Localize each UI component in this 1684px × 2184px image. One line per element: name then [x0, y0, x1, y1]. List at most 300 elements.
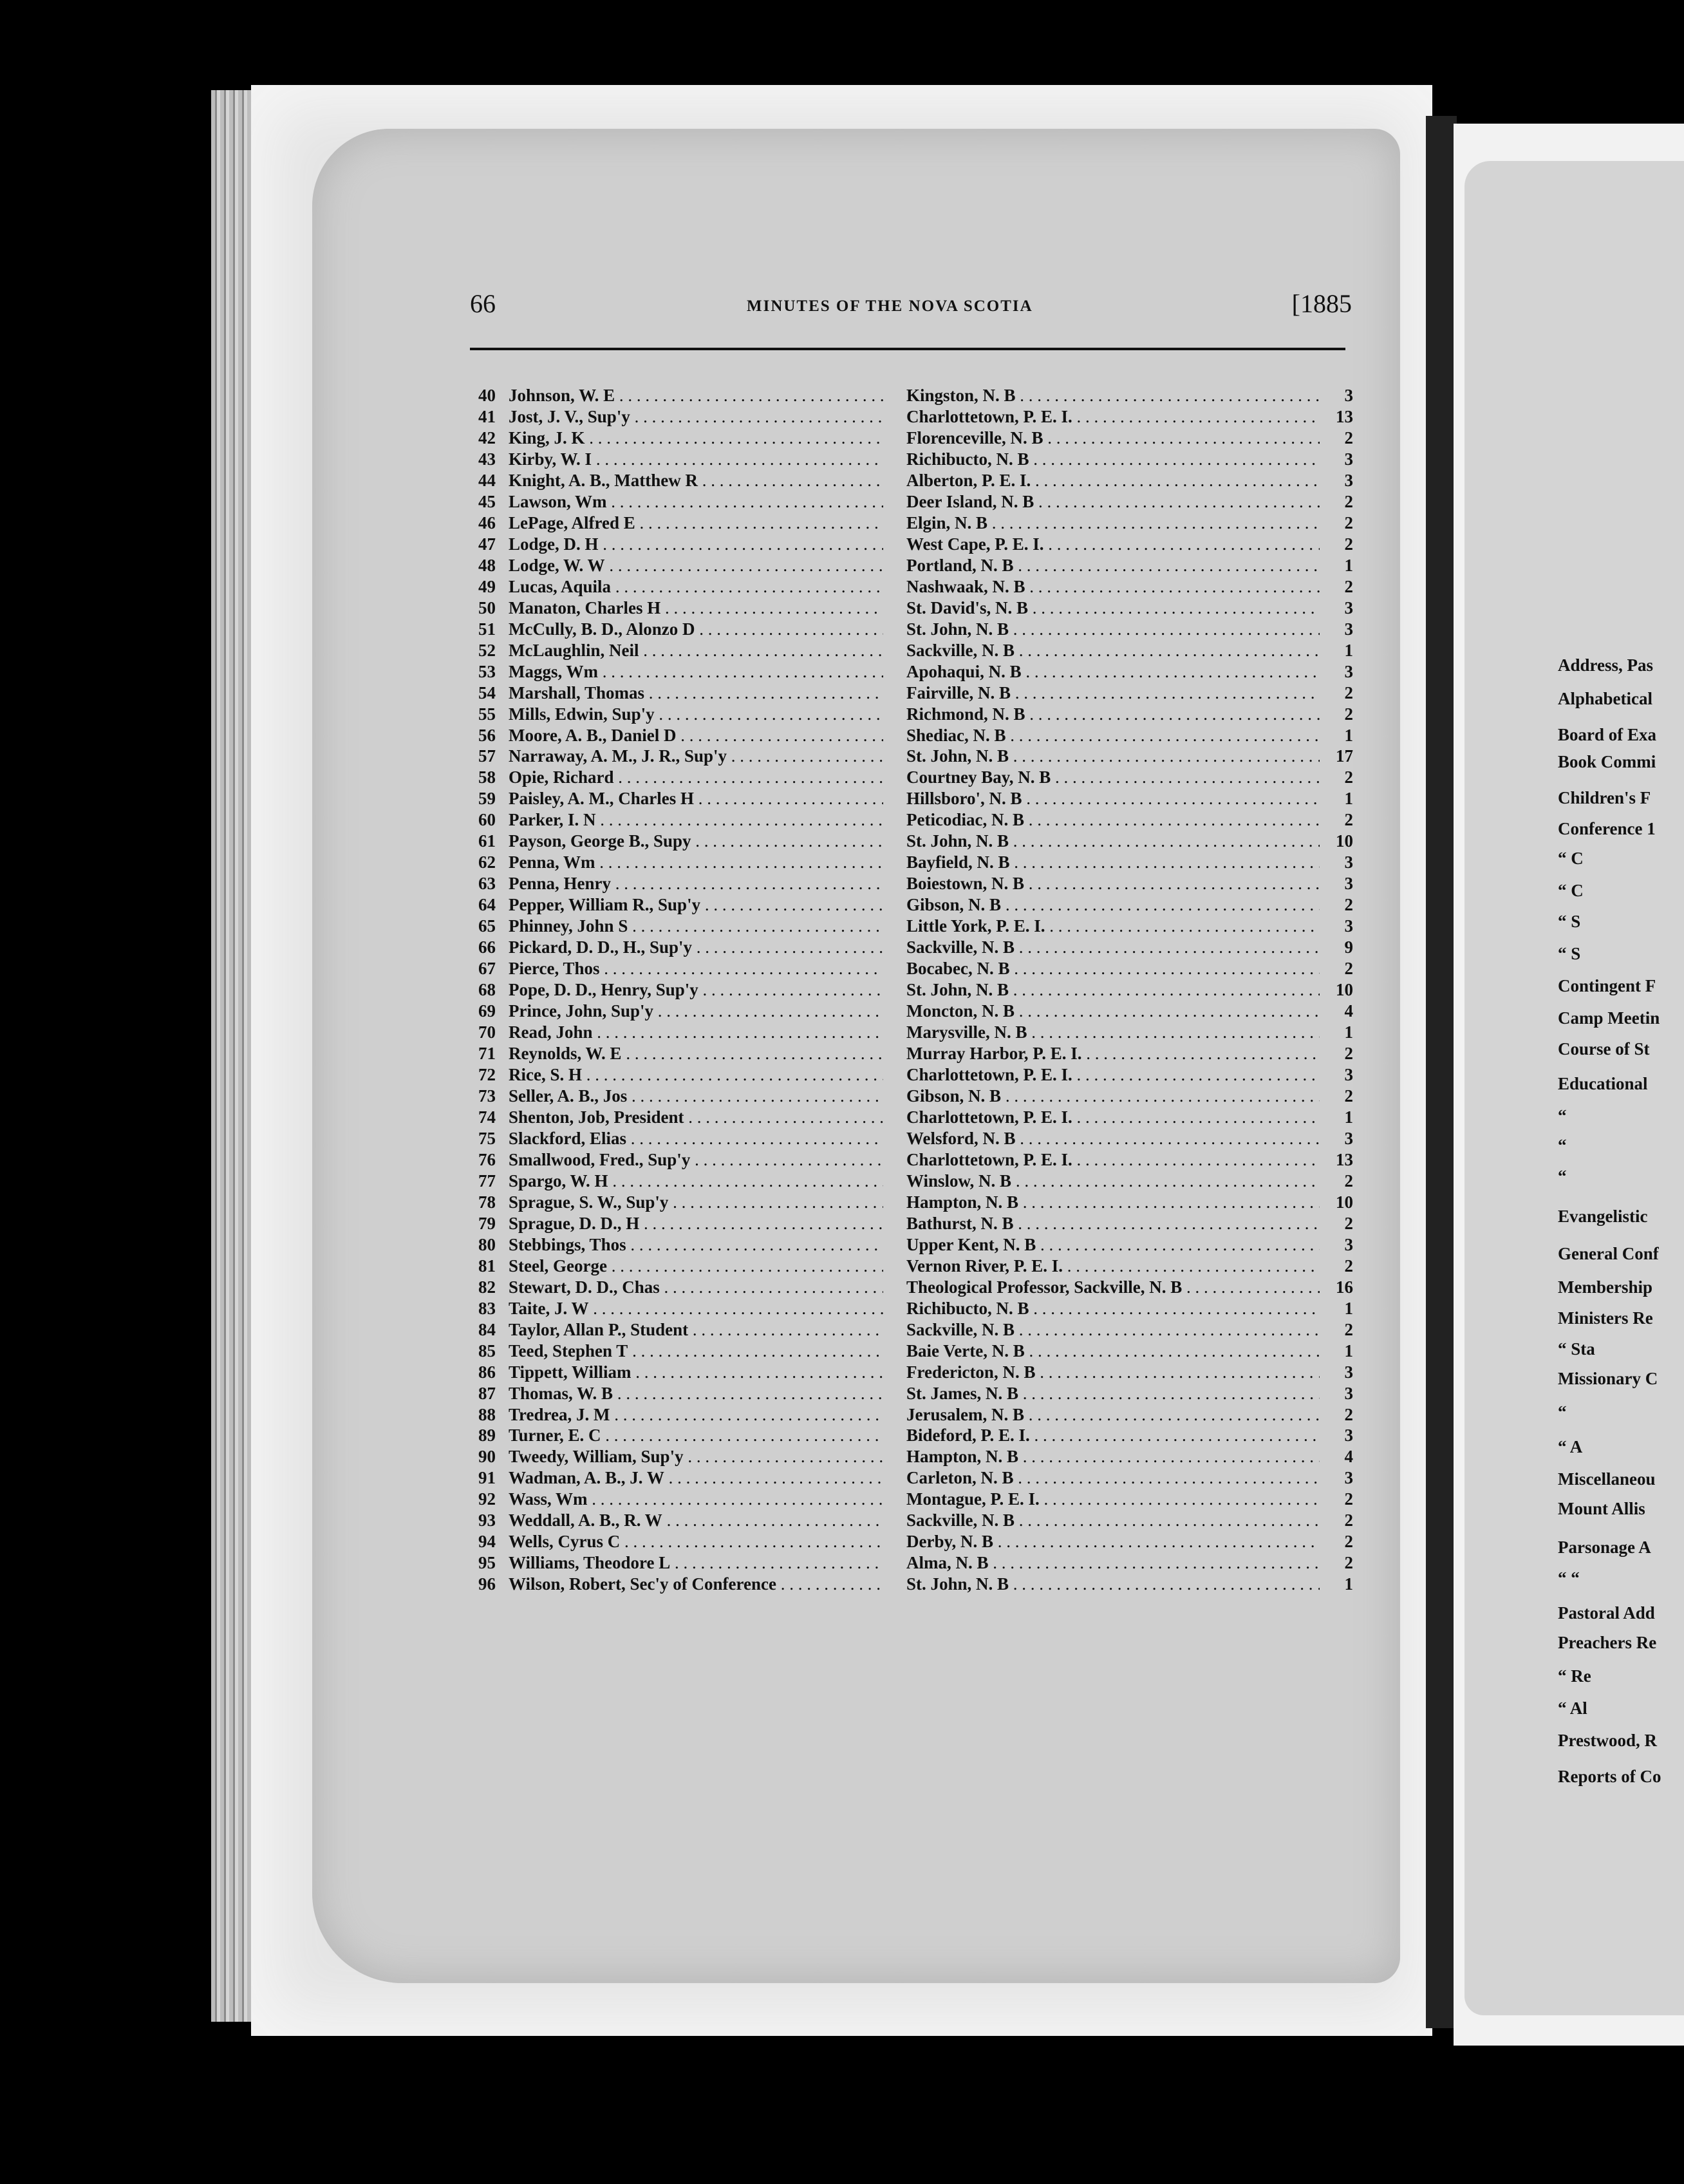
entry-number: 62 [478, 852, 496, 872]
minister-name: Narraway, A. M., J. R., Sup'y . . . [509, 746, 883, 767]
station-name: Carleton, N. B . . . [906, 1467, 1339, 1489]
list-item [465, 1256, 1353, 1277]
station-name: Bayfield, N. B . . . [906, 852, 1339, 873]
years-count: 3 [1320, 916, 1353, 937]
entry-number: 88 [478, 1404, 496, 1424]
minister-name: Pickard, D. D., H., Sup'y . . . [509, 937, 883, 958]
list-item [465, 1128, 1353, 1149]
minister-name: Johnson, W. E . . . [509, 385, 883, 406]
years-count: 2 [1320, 534, 1353, 555]
list-item [465, 1531, 1353, 1552]
list-item [465, 979, 1353, 1001]
station-name: Baie Verte, N. B . . . [906, 1341, 1339, 1362]
years-count: 1 [1320, 1298, 1353, 1319]
entry-number: 84 [478, 1319, 496, 1339]
entry-number: 75 [478, 1128, 496, 1148]
station-name: Murray Harbor, P. E. I. . . . [906, 1043, 1339, 1064]
index-item: “ Sta [1558, 1339, 1595, 1359]
station-name: Winslow, N. B . . . [906, 1171, 1339, 1192]
minister-name: Steel, George . . . [509, 1256, 883, 1277]
years-count: 2 [1320, 809, 1353, 831]
years-count: 3 [1320, 598, 1353, 619]
minister-name: Spargo, W. H . . . [509, 1171, 883, 1192]
index-item: Membership [1558, 1277, 1652, 1297]
years-count: 9 [1320, 937, 1353, 958]
header-rule [470, 348, 1345, 350]
minister-name: Wass, Wm . . . [509, 1489, 883, 1510]
station-name: Montague, P. E. I. . . . [906, 1489, 1339, 1510]
index-item: “ [1558, 1167, 1567, 1186]
minister-name: Wells, Cyrus C . . . [509, 1531, 883, 1552]
station-name: Elgin, N. B . . . [906, 513, 1339, 534]
index-item: Contingent F [1558, 976, 1656, 995]
station-name: Nashwaak, N. B . . . [906, 576, 1339, 598]
minister-name: Phinney, John S . . . [509, 916, 883, 937]
station-name: St. John, N. B . . . [906, 831, 1339, 852]
station-name: Bathurst, N. B . . . [906, 1213, 1339, 1234]
index-item: Evangelistic [1558, 1207, 1648, 1226]
entry-number: 77 [478, 1171, 496, 1191]
list-item [465, 428, 1353, 449]
list-item [465, 1171, 1353, 1192]
entry-number: 52 [478, 640, 496, 660]
minister-name: Paisley, A. M., Charles H . . . [509, 788, 883, 809]
years-count: 3 [1320, 385, 1353, 406]
right-page-index [1558, 655, 1684, 1789]
index-item: Children's F [1558, 788, 1651, 807]
years-count: 2 [1320, 1213, 1353, 1234]
years-count: 3 [1320, 1467, 1353, 1489]
minister-name: Moore, A. B., Daniel D . . . [509, 725, 883, 746]
minister-name: Penna, Henry . . . [509, 873, 883, 894]
entry-number: 42 [478, 428, 496, 447]
years-count: 4 [1320, 1001, 1353, 1022]
entry-number: 65 [478, 916, 496, 936]
years-count: 13 [1320, 1149, 1353, 1171]
years-count: 2 [1320, 513, 1353, 534]
entry-number: 69 [478, 1001, 496, 1021]
list-item [465, 449, 1353, 470]
minister-name: Penna, Wm . . . [509, 852, 883, 873]
list-item [465, 704, 1353, 725]
list-item [465, 1298, 1353, 1319]
entry-number: 48 [478, 555, 496, 575]
entry-number: 92 [478, 1489, 496, 1509]
minister-name: Slackford, Elias . . . [509, 1128, 883, 1149]
list-item [465, 534, 1353, 555]
minister-name: Knight, A. B., Matthew R . . . [509, 470, 883, 491]
entry-number: 46 [478, 513, 496, 532]
minister-name: Lodge, D. H . . . [509, 534, 883, 555]
index-item: Missionary C [1558, 1369, 1658, 1388]
minister-name: Rice, S. H . . . [509, 1064, 883, 1086]
index-item: Reports of Co [1558, 1767, 1661, 1786]
entry-number: 56 [478, 725, 496, 745]
list-item [465, 1404, 1353, 1426]
entry-number: 76 [478, 1149, 496, 1169]
station-name: Little York, P. E. I. . . . [906, 916, 1339, 937]
years-count: 3 [1320, 470, 1353, 491]
station-name: St. John, N. B . . . [906, 1574, 1339, 1595]
page-header [470, 288, 1352, 327]
years-count: 2 [1320, 428, 1353, 449]
minister-name: Turner, E. C . . . [509, 1425, 883, 1446]
list-item [465, 1043, 1353, 1064]
list-item [465, 746, 1353, 767]
list-item [465, 894, 1353, 916]
list-item [465, 1510, 1353, 1531]
book-gutter [1426, 116, 1457, 2028]
index-item: Prestwood, R [1558, 1731, 1657, 1750]
station-name: Welsford, N. B . . . [906, 1128, 1339, 1149]
entry-number: 95 [478, 1553, 496, 1573]
entry-number: 87 [478, 1383, 496, 1403]
list-item [465, 470, 1353, 491]
header-year: [1885 [1291, 289, 1352, 318]
entry-number: 71 [478, 1044, 496, 1064]
entry-number: 54 [478, 682, 496, 702]
years-count: 2 [1320, 1086, 1353, 1107]
index-item: Book Commi [1558, 752, 1656, 771]
list-item [465, 831, 1353, 852]
station-name: St. James, N. B . . . [906, 1383, 1339, 1404]
list-item [465, 767, 1353, 788]
minister-name: Tredrea, J. M . . . [509, 1404, 883, 1426]
minister-name: Seller, A. B., Jos . . . [509, 1086, 883, 1107]
list-item [465, 1383, 1353, 1404]
minister-name: Wilson, Robert, Sec'y of Conference . . . [509, 1574, 883, 1595]
station-name: Fairville, N. B . . . [906, 682, 1339, 704]
list-item [465, 916, 1353, 937]
entry-number: 55 [478, 704, 496, 724]
entry-number: 93 [478, 1511, 496, 1530]
index-item: Address, Pas [1558, 655, 1654, 675]
station-name: St. John, N. B . . . [906, 746, 1339, 767]
years-count: 2 [1320, 1489, 1353, 1510]
station-name: Derby, N. B . . . [906, 1531, 1339, 1552]
minister-name: Mills, Edwin, Sup'y . . . [509, 704, 883, 725]
list-item [465, 1064, 1353, 1086]
list-item [465, 1001, 1353, 1022]
station-name: West Cape, P. E. I. . . . [906, 534, 1339, 555]
list-item [465, 406, 1353, 428]
station-name: Alma, N. B . . . [906, 1552, 1339, 1574]
years-count: 10 [1320, 979, 1353, 1001]
list-item [465, 1467, 1353, 1489]
index-item: Conference 1 [1558, 819, 1656, 838]
list-item [465, 1107, 1353, 1128]
entry-number: 60 [478, 810, 496, 830]
entry-number: 45 [478, 491, 496, 511]
entry-number: 58 [478, 767, 496, 787]
station-name: Portland, N. B . . . [906, 555, 1339, 576]
years-count: 17 [1320, 746, 1353, 767]
list-item [465, 576, 1353, 598]
years-count: 2 [1320, 1552, 1353, 1574]
years-count: 4 [1320, 1446, 1353, 1467]
index-item: Ministers Re [1558, 1308, 1653, 1328]
minister-name: Thomas, W. B . . . [509, 1383, 883, 1404]
station-name: Gibson, N. B . . . [906, 894, 1339, 916]
entry-number: 89 [478, 1426, 496, 1445]
index-item: Preachers Re [1558, 1633, 1657, 1652]
station-name: Kingston, N. B . . . [906, 385, 1339, 406]
years-count: 10 [1320, 831, 1353, 852]
years-count: 1 [1320, 725, 1353, 746]
index-item: “ A [1558, 1437, 1583, 1456]
list-item [465, 1192, 1353, 1213]
entry-number: 47 [478, 534, 496, 554]
station-name: Charlottetown, P. E. I. . . . [906, 1064, 1339, 1086]
years-count: 16 [1320, 1277, 1353, 1298]
years-count: 1 [1320, 788, 1353, 809]
list-item [465, 873, 1353, 894]
minister-name: Smallwood, Fred., Sup'y . . . [509, 1149, 883, 1171]
index-item: Miscellaneou [1558, 1469, 1656, 1489]
minister-list [465, 385, 1353, 1595]
station-name: Florenceville, N. B . . . [906, 428, 1339, 449]
index-item: Mount Allis [1558, 1499, 1645, 1518]
station-name: Charlottetown, P. E. I. . . . [906, 1107, 1339, 1128]
index-item: “ S [1558, 912, 1581, 931]
entry-number: 53 [478, 661, 496, 681]
list-item [465, 1552, 1353, 1574]
entry-number: 80 [478, 1234, 496, 1254]
minister-name: Lucas, Aquila . . . [509, 576, 883, 598]
list-item [465, 1446, 1353, 1467]
years-count: 3 [1320, 619, 1353, 640]
index-item: “ C [1558, 849, 1584, 868]
minister-name: Marshall, Thomas . . . [509, 682, 883, 704]
entry-number: 81 [478, 1256, 496, 1276]
years-count: 2 [1320, 1404, 1353, 1426]
station-name: Gibson, N. B . . . [906, 1086, 1339, 1107]
years-count: 2 [1320, 1319, 1353, 1341]
list-item [465, 1277, 1353, 1298]
list-item [465, 640, 1353, 661]
list-item [465, 937, 1353, 958]
years-count: 3 [1320, 1128, 1353, 1149]
station-name: Bocabec, N. B . . . [906, 958, 1339, 979]
list-item [465, 598, 1353, 619]
years-count: 10 [1320, 1192, 1353, 1213]
index-item: “ [1558, 1106, 1567, 1125]
entry-number: 40 [478, 386, 496, 405]
years-count: 1 [1320, 1022, 1353, 1043]
list-item [465, 958, 1353, 979]
page-number: 66 [470, 289, 496, 318]
years-count: 13 [1320, 406, 1353, 428]
years-count: 1 [1320, 555, 1353, 576]
minister-name: Pepper, William R., Sup'y . . . [509, 894, 883, 916]
minister-name: Shenton, Job, President . . . [509, 1107, 883, 1128]
list-item [465, 1362, 1353, 1383]
list-item [465, 725, 1353, 746]
index-item: Parsonage A [1558, 1538, 1651, 1557]
list-item [465, 788, 1353, 809]
station-name: Richmond, N. B . . . [906, 704, 1339, 725]
list-item [465, 1489, 1353, 1510]
index-item: “ [1558, 1136, 1567, 1155]
list-item [465, 1149, 1353, 1171]
entry-number: 66 [478, 937, 496, 957]
minister-name: Lodge, W. W . . . [509, 555, 883, 576]
station-name: Hillsboro', N. B . . . [906, 788, 1339, 809]
index-item: Course of St [1558, 1039, 1650, 1059]
entry-number: 70 [478, 1022, 496, 1042]
years-count: 2 [1320, 767, 1353, 788]
entry-number: 67 [478, 959, 496, 979]
station-name: Hampton, N. B . . . [906, 1192, 1339, 1213]
list-item [465, 513, 1353, 534]
years-count: 1 [1320, 1107, 1353, 1128]
entry-number: 61 [478, 831, 496, 851]
minister-name: Read, John . . . [509, 1022, 883, 1043]
years-count: 2 [1320, 1510, 1353, 1531]
list-item [465, 1574, 1353, 1595]
list-item [465, 555, 1353, 576]
entry-number: 79 [478, 1213, 496, 1233]
station-name: Richibucto, N. B . . . [906, 449, 1339, 470]
station-name: Deer Island, N. B . . . [906, 491, 1339, 513]
minister-name: Kirby, W. I . . . [509, 449, 883, 470]
index-item: “ S [1558, 944, 1581, 963]
station-name: Fredericton, N. B . . . [906, 1362, 1339, 1383]
years-count: 3 [1320, 852, 1353, 873]
station-name: Upper Kent, N. B . . . [906, 1234, 1339, 1256]
station-name: Bideford, P. E. I. . . . [906, 1425, 1339, 1446]
list-item [465, 1086, 1353, 1107]
years-count: 2 [1320, 958, 1353, 979]
years-count: 2 [1320, 704, 1353, 725]
list-item [465, 619, 1353, 640]
entry-number: 86 [478, 1362, 496, 1382]
years-count: 2 [1320, 1531, 1353, 1552]
years-count: 2 [1320, 576, 1353, 598]
minister-name: Payson, George B., Supy . . . [509, 831, 883, 852]
entry-number: 73 [478, 1086, 496, 1106]
years-count: 2 [1320, 1171, 1353, 1192]
entry-number: 41 [478, 406, 496, 426]
list-item [465, 1213, 1353, 1234]
entry-number: 90 [478, 1447, 496, 1467]
entry-number: 59 [478, 789, 496, 809]
list-item [465, 809, 1353, 831]
station-name: Sackville, N. B . . . [906, 1319, 1339, 1341]
list-item [465, 1341, 1353, 1362]
station-name: Richibucto, N. B . . . [906, 1298, 1339, 1319]
station-name: Alberton, P. E. I. . . . [906, 470, 1339, 491]
entry-number: 96 [478, 1574, 496, 1594]
years-count: 1 [1320, 1574, 1353, 1595]
entry-number: 44 [478, 470, 496, 490]
station-name: Moncton, N. B . . . [906, 1001, 1339, 1022]
minister-name: Pope, D. D., Henry, Sup'y . . . [509, 979, 883, 1001]
entry-number: 91 [478, 1468, 496, 1488]
entry-number: 85 [478, 1341, 496, 1360]
minister-name: Maggs, Wm . . . [509, 661, 883, 682]
station-name: Marysville, N. B . . . [906, 1022, 1339, 1043]
station-name: Apohaqui, N. B . . . [906, 661, 1339, 682]
station-name: Charlottetown, P. E. I. . . . [906, 406, 1339, 428]
minister-name: Sprague, S. W., Sup'y . . . [509, 1192, 883, 1213]
minister-name: Stebbings, Thos . . . [509, 1234, 883, 1256]
years-count: 3 [1320, 449, 1353, 470]
years-count: 2 [1320, 682, 1353, 704]
station-name: St. John, N. B . . . [906, 619, 1339, 640]
station-name: Shediac, N. B . . . [906, 725, 1339, 746]
minister-name: Reynolds, W. E . . . [509, 1043, 883, 1064]
entry-number: 74 [478, 1107, 496, 1127]
minister-name: McLaughlin, Neil . . . [509, 640, 883, 661]
entry-number: 51 [478, 619, 496, 639]
list-item [465, 682, 1353, 704]
entry-number: 78 [478, 1192, 496, 1212]
years-count: 3 [1320, 873, 1353, 894]
minister-name: King, J. K . . . [509, 428, 883, 449]
minister-name: Taite, J. W . . . [509, 1298, 883, 1319]
index-item: General Conf [1558, 1244, 1659, 1263]
entry-number: 50 [478, 598, 496, 617]
index-item: “ [1558, 1402, 1567, 1422]
minister-name: Sprague, D. D., H . . . [509, 1213, 883, 1234]
minister-name: Tippett, William . . . [509, 1362, 883, 1383]
list-item [465, 852, 1353, 873]
minister-name: LePage, Alfred E . . . [509, 513, 883, 534]
years-count: 1 [1320, 1341, 1353, 1362]
index-item: “ Al [1558, 1699, 1587, 1718]
minister-name: Pierce, Thos . . . [509, 958, 883, 979]
entry-number: 94 [478, 1532, 496, 1552]
station-name: Sackville, N. B . . . [906, 937, 1339, 958]
index-item: Camp Meetin [1558, 1008, 1660, 1028]
index-item: “ C [1558, 881, 1584, 900]
minister-name: Prince, John, Sup'y . . . [509, 1001, 883, 1022]
entry-number: 57 [478, 746, 496, 766]
minister-name: Weddall, A. B., R. W . . . [509, 1510, 883, 1531]
index-item: “ “ [1558, 1568, 1580, 1588]
minister-name: Lawson, Wm . . . [509, 491, 883, 513]
station-name: Peticodiac, N. B . . . [906, 809, 1339, 831]
years-count: 2 [1320, 1256, 1353, 1277]
years-count: 1 [1320, 640, 1353, 661]
minister-name: Opie, Richard . . . [509, 767, 883, 788]
station-name: St. John, N. B . . . [906, 979, 1339, 1001]
entry-number: 63 [478, 874, 496, 894]
minister-name: Teed, Stephen T . . . [509, 1341, 883, 1362]
years-count: 3 [1320, 1064, 1353, 1086]
running-head: MINUTES OF THE NOVA SCOTIA [747, 297, 1033, 315]
minister-name: Wadman, A. B., J. W . . . [509, 1467, 883, 1489]
station-name: Sackville, N. B . . . [906, 1510, 1339, 1531]
minister-name: Jost, J. V., Sup'y . . . [509, 406, 883, 428]
entry-number: 82 [478, 1277, 496, 1297]
station-name: Charlottetown, P. E. I. . . . [906, 1149, 1339, 1171]
years-count: 3 [1320, 1234, 1353, 1256]
years-count: 3 [1320, 1425, 1353, 1446]
station-name: Courtney Bay, N. B . . . [906, 767, 1339, 788]
years-count: 2 [1320, 491, 1353, 513]
years-count: 3 [1320, 1383, 1353, 1404]
list-item [465, 1319, 1353, 1341]
station-name: Sackville, N. B . . . [906, 640, 1339, 661]
station-name: Vernon River, P. E. I. . . . [906, 1256, 1339, 1277]
minister-name: Williams, Theodore L . . . [509, 1552, 883, 1574]
station-name: Jerusalem, N. B . . . [906, 1404, 1339, 1426]
minister-name: Parker, I. N . . . [509, 809, 883, 831]
entry-number: 83 [478, 1298, 496, 1318]
entry-number: 43 [478, 449, 496, 469]
